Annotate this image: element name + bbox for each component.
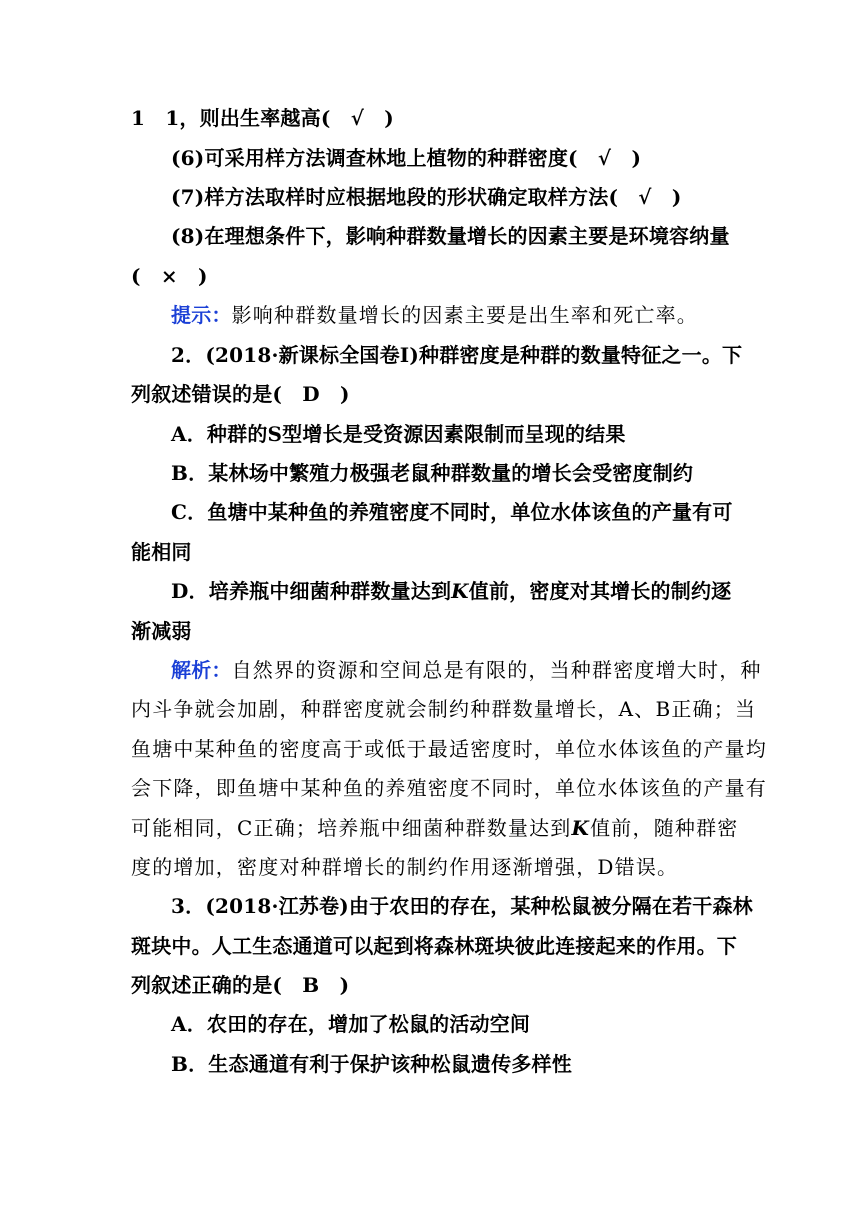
analysis-line-5-part2: 值前，随种群密 xyxy=(590,816,739,840)
analysis-line-4: 会下降，即鱼塘中某种鱼的养殖密度不同时，单位水体该鱼的产量有 xyxy=(131,776,767,800)
k-symbol: K xyxy=(571,816,591,840)
analysis-line-3: 鱼塘中某种鱼的密度高于或低于最适密度时，单位水体该鱼的产量均 xyxy=(131,737,767,761)
analysis-label: 解析： xyxy=(171,658,232,682)
hint-line xyxy=(171,301,771,329)
statement-7: (7)样方法取样时应根据地段的形状确定取样方法( √ ) xyxy=(171,185,682,209)
q3-option-b: B．生态通道有利于保护该种松鼠遗传多样性 xyxy=(171,1052,572,1076)
q3-option-a: A．农田的存在，增加了松鼠的活动空间 xyxy=(171,1012,531,1036)
analysis-text-1: 自然界的资源和空间总是有限的，当种群密度增大时，种 xyxy=(231,658,762,682)
analysis-line-5 xyxy=(131,814,739,842)
analysis-line-2: 内斗争就会加剧，种群密度就会制约种群数量增长，A、B正确；当 xyxy=(131,697,757,721)
q2-option-d xyxy=(171,577,771,605)
question-2-stem-cont: 列叙述错误的是( D ) xyxy=(131,382,350,406)
q2-option-d-part2: 值前，密度对其增长的制约逐 xyxy=(468,579,732,603)
question-3-stem-cont-2: 列叙述正确的是( B ) xyxy=(131,973,350,997)
statement-8-answer: ( × ) xyxy=(131,264,208,288)
k-symbol: K xyxy=(451,579,469,603)
q2-option-b: B．某林场中繁殖力极强老鼠种群数量的增长会受密度制约 xyxy=(171,461,694,485)
statement-6: (6)可采用样方法调查林地上植物的种群密度( √ ) xyxy=(171,146,642,170)
text-line-1: 1 1，则出生率越高( √ ) xyxy=(131,106,394,130)
analysis-line-6: 度的增加，密度对种群增长的制约作用逐渐增强，D错误。 xyxy=(131,855,679,879)
q2-option-c-cont: 能相同 xyxy=(131,540,192,564)
statement-8: (8)在理想条件下，影响种群数量增长的因素主要是环境容纳量 xyxy=(171,224,730,248)
analysis-line-1 xyxy=(171,656,771,684)
hint-text: 影响种群数量增长的因素主要是出生率和死亡率。 xyxy=(231,303,699,327)
q2-option-a: A．种群的S型增长是受资源因素限制而呈现的结果 xyxy=(171,422,626,446)
question-2-stem: 2．(2018·新课标全国卷Ⅰ)种群密度是种群的数量特征之一。下 xyxy=(171,343,743,367)
q2-option-c: C．鱼塘中某种鱼的养殖密度不同时，单位水体该鱼的产量有可 xyxy=(171,500,733,524)
analysis-line-5-part1: 可能相同，C正确；培养瓶中细菌种群数量达到 xyxy=(131,816,572,840)
question-3-stem: 3．(2018·江苏卷)由于农田的存在，某种松鼠被分隔在若干森林 xyxy=(171,894,753,918)
q2-option-d-part1: D．培养瓶中细菌种群数量达到 xyxy=(171,579,452,603)
question-3-stem-cont-1: 斑块中。人工生态通道可以起到将森林斑块彼此连接起来的作用。下 xyxy=(131,934,737,958)
q2-option-d-cont: 渐减弱 xyxy=(131,619,192,643)
hint-label: 提示： xyxy=(171,303,232,327)
